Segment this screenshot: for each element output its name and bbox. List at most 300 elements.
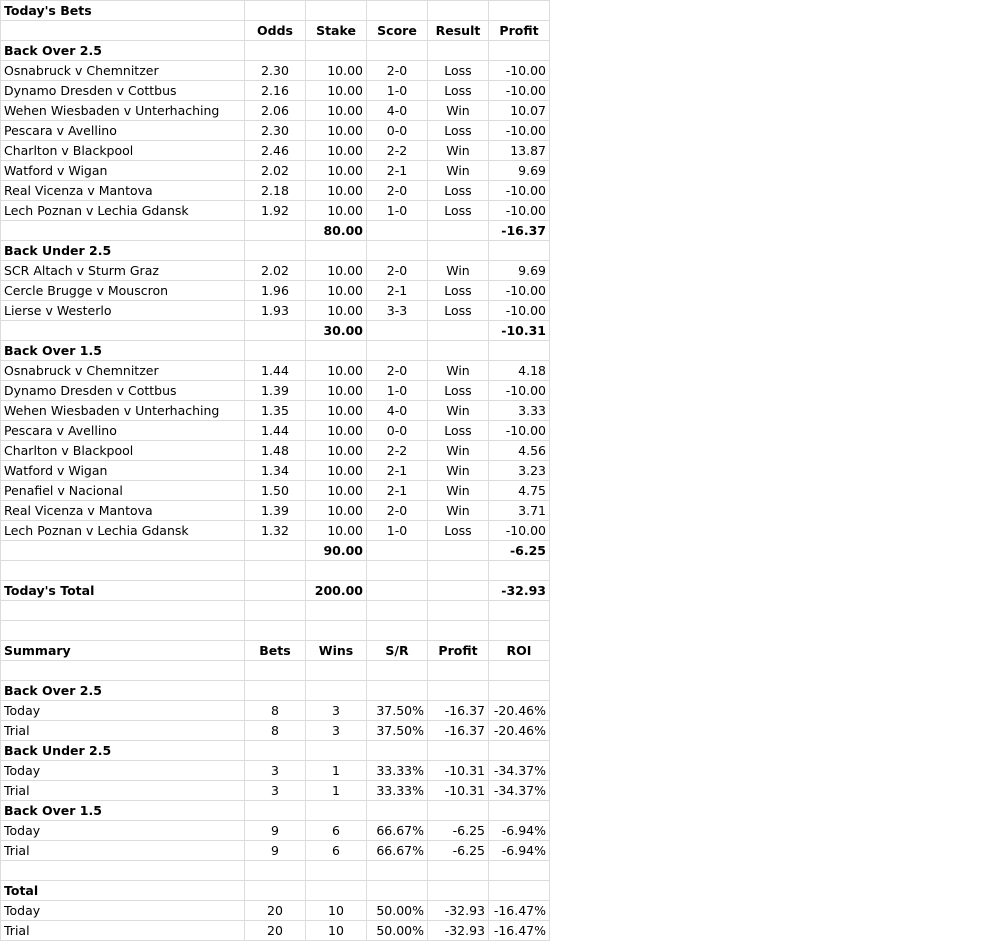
summary-group-name[interactable]: Back Over 2.5 <box>1 681 245 701</box>
match-name[interactable]: Dynamo Dresden v Cottbus <box>1 81 245 101</box>
bet-score[interactable]: 4-0 <box>367 101 428 121</box>
empty-cell[interactable] <box>367 681 428 701</box>
bet-profit[interactable]: 10.07 <box>489 101 550 121</box>
bet-score[interactable]: 4-0 <box>367 401 428 421</box>
summary-profit[interactable]: -6.25 <box>428 841 489 861</box>
summary-bets[interactable]: 20 <box>245 921 306 941</box>
summary-period[interactable]: Trial <box>1 921 245 941</box>
bet-odds[interactable]: 2.18 <box>245 181 306 201</box>
bet-odds[interactable]: 1.92 <box>245 201 306 221</box>
summary-period[interactable]: Today <box>1 761 245 781</box>
match-name[interactable]: Charlton v Blackpool <box>1 441 245 461</box>
bet-odds[interactable]: 2.30 <box>245 121 306 141</box>
bet-stake[interactable]: 10.00 <box>306 81 367 101</box>
match-name[interactable]: Wehen Wiesbaden v Unterhaching <box>1 401 245 421</box>
bet-odds[interactable]: 2.02 <box>245 161 306 181</box>
todays-total-stake[interactable]: 200.00 <box>306 581 367 601</box>
empty-cell[interactable] <box>367 561 428 581</box>
summary-profit[interactable]: -32.93 <box>428 901 489 921</box>
empty-cell[interactable] <box>367 621 428 641</box>
empty-cell[interactable] <box>428 341 489 361</box>
bet-odds[interactable]: 1.35 <box>245 401 306 421</box>
empty-cell[interactable] <box>306 1 367 21</box>
bet-odds[interactable]: 1.48 <box>245 441 306 461</box>
bet-result[interactable]: Loss <box>428 61 489 81</box>
empty-cell[interactable] <box>428 561 489 581</box>
bet-score[interactable]: 1-0 <box>367 81 428 101</box>
empty-cell[interactable] <box>489 621 550 641</box>
summary-group-name[interactable]: Total <box>1 881 245 901</box>
bet-score[interactable]: 1-0 <box>367 521 428 541</box>
empty-cell[interactable] <box>489 601 550 621</box>
empty-cell[interactable] <box>367 801 428 821</box>
section-total-profit[interactable]: -6.25 <box>489 541 550 561</box>
summary-roi[interactable]: -34.37% <box>489 761 550 781</box>
bet-score[interactable]: 0-0 <box>367 121 428 141</box>
summary-header[interactable]: Summary <box>1 641 245 661</box>
bet-odds[interactable]: 1.44 <box>245 421 306 441</box>
empty-cell[interactable] <box>489 561 550 581</box>
bet-stake[interactable]: 10.00 <box>306 501 367 521</box>
bet-score[interactable]: 2-1 <box>367 481 428 501</box>
summary-wins[interactable]: 3 <box>306 721 367 741</box>
empty-cell[interactable] <box>245 621 306 641</box>
empty-cell[interactable] <box>367 341 428 361</box>
summary-wins[interactable]: 6 <box>306 821 367 841</box>
section-total-stake[interactable]: 90.00 <box>306 541 367 561</box>
bet-stake[interactable]: 10.00 <box>306 421 367 441</box>
bet-score[interactable]: 0-0 <box>367 421 428 441</box>
empty-cell[interactable] <box>245 881 306 901</box>
empty-cell[interactable] <box>428 241 489 261</box>
empty-cell[interactable] <box>428 41 489 61</box>
summary-profit[interactable]: -16.37 <box>428 721 489 741</box>
empty-cell[interactable] <box>1 861 245 881</box>
empty-cell[interactable] <box>489 861 550 881</box>
bet-profit[interactable]: 4.56 <box>489 441 550 461</box>
bet-profit[interactable]: 9.69 <box>489 261 550 281</box>
summary-bets[interactable]: 3 <box>245 781 306 801</box>
bet-profit[interactable]: -10.00 <box>489 281 550 301</box>
section-name[interactable]: Back Over 2.5 <box>1 41 245 61</box>
header-profit[interactable]: Profit <box>489 21 550 41</box>
summary-sr[interactable]: 66.67% <box>367 821 428 841</box>
bet-stake[interactable]: 10.00 <box>306 161 367 181</box>
todays-total-profit[interactable]: -32.93 <box>489 581 550 601</box>
summary-roi[interactable]: -16.47% <box>489 921 550 941</box>
bet-profit[interactable]: -10.00 <box>489 61 550 81</box>
summary-wins[interactable]: 3 <box>306 701 367 721</box>
bet-odds[interactable]: 1.93 <box>245 301 306 321</box>
bet-row <box>1 461 550 481</box>
empty-cell[interactable] <box>245 661 306 681</box>
empty-cell[interactable] <box>1 601 245 621</box>
bet-result[interactable]: Loss <box>428 421 489 441</box>
bet-profit[interactable]: 4.18 <box>489 361 550 381</box>
match-name[interactable]: Pescara v Avellino <box>1 121 245 141</box>
summary-header[interactable]: Profit <box>428 641 489 661</box>
empty-cell[interactable] <box>367 1 428 21</box>
empty-cell[interactable] <box>306 561 367 581</box>
match-name[interactable]: Osnabruck v Chemnitzer <box>1 61 245 81</box>
bet-result[interactable]: Loss <box>428 201 489 221</box>
summary-row <box>1 921 550 941</box>
summary-profit[interactable]: -16.37 <box>428 701 489 721</box>
summary-bets[interactable]: 8 <box>245 721 306 741</box>
bet-odds[interactable]: 2.30 <box>245 61 306 81</box>
empty-cell[interactable] <box>306 881 367 901</box>
bet-result[interactable]: Loss <box>428 281 489 301</box>
bet-score[interactable]: 2-1 <box>367 161 428 181</box>
bet-stake[interactable]: 10.00 <box>306 201 367 221</box>
bet-score[interactable]: 1-0 <box>367 381 428 401</box>
bet-odds[interactable]: 1.32 <box>245 521 306 541</box>
empty-cell[interactable] <box>367 541 428 561</box>
summary-profit[interactable]: -10.31 <box>428 781 489 801</box>
match-name[interactable]: Cercle Brugge v Mouscron <box>1 281 245 301</box>
empty-cell[interactable] <box>489 661 550 681</box>
match-name[interactable]: Watford v Wigan <box>1 461 245 481</box>
summary-row <box>1 701 550 721</box>
empty-cell[interactable] <box>245 321 306 341</box>
match-name[interactable]: Osnabruck v Chemnitzer <box>1 361 245 381</box>
empty-cell[interactable] <box>306 341 367 361</box>
summary-roi[interactable]: -6.94% <box>489 821 550 841</box>
bet-result[interactable]: Loss <box>428 521 489 541</box>
match-name[interactable]: Charlton v Blackpool <box>1 141 245 161</box>
bet-score[interactable]: 2-2 <box>367 141 428 161</box>
empty-cell[interactable] <box>489 241 550 261</box>
empty-cell[interactable] <box>428 221 489 241</box>
bet-profit[interactable]: 3.71 <box>489 501 550 521</box>
sheet-title[interactable]: Today's Bets <box>1 1 245 21</box>
summary-header-row <box>1 641 550 661</box>
bet-score[interactable]: 2-0 <box>367 261 428 281</box>
bet-profit[interactable]: 4.75 <box>489 481 550 501</box>
bet-score[interactable]: 2-0 <box>367 361 428 381</box>
header-odds[interactable]: Odds <box>245 21 306 41</box>
empty-cell[interactable] <box>428 741 489 761</box>
match-name[interactable]: SCR Altach v Sturm Graz <box>1 261 245 281</box>
bet-profit[interactable]: 3.23 <box>489 461 550 481</box>
summary-header[interactable]: Bets <box>245 641 306 661</box>
empty-cell[interactable] <box>367 241 428 261</box>
bet-stake[interactable]: 10.00 <box>306 361 367 381</box>
bet-stake[interactable]: 10.00 <box>306 481 367 501</box>
empty-cell[interactable] <box>245 561 306 581</box>
header-score[interactable]: Score <box>367 21 428 41</box>
empty-cell[interactable] <box>245 741 306 761</box>
bet-stake[interactable]: 10.00 <box>306 61 367 81</box>
empty-cell[interactable] <box>245 41 306 61</box>
summary-period[interactable]: Today <box>1 701 245 721</box>
summary-roi[interactable]: -34.37% <box>489 781 550 801</box>
empty-cell[interactable] <box>489 341 550 361</box>
match-name[interactable]: Wehen Wiesbaden v Unterhaching <box>1 101 245 121</box>
empty-cell[interactable] <box>428 1 489 21</box>
section-total-profit[interactable]: -16.37 <box>489 221 550 241</box>
empty-cell[interactable] <box>1 541 245 561</box>
header-result[interactable]: Result <box>428 21 489 41</box>
bet-stake[interactable]: 10.00 <box>306 141 367 161</box>
summary-sr[interactable]: 50.00% <box>367 921 428 941</box>
summary-sr[interactable]: 50.00% <box>367 901 428 921</box>
bet-stake[interactable]: 10.00 <box>306 261 367 281</box>
empty-cell[interactable] <box>428 321 489 341</box>
bet-row <box>1 361 550 381</box>
summary-bets[interactable]: 3 <box>245 761 306 781</box>
bet-row <box>1 61 550 81</box>
bet-profit[interactable]: -10.00 <box>489 201 550 221</box>
bet-profit[interactable]: -10.00 <box>489 81 550 101</box>
summary-group-name[interactable]: Back Under 2.5 <box>1 741 245 761</box>
section-name[interactable]: Back Over 1.5 <box>1 341 245 361</box>
bet-profit[interactable]: 13.87 <box>489 141 550 161</box>
match-name[interactable]: Penafiel v Nacional <box>1 481 245 501</box>
empty-cell[interactable] <box>367 861 428 881</box>
empty-cell[interactable] <box>306 801 367 821</box>
bet-profit[interactable]: -10.00 <box>489 381 550 401</box>
summary-period[interactable]: Today <box>1 901 245 921</box>
bet-row <box>1 121 550 141</box>
bet-score[interactable]: 2-1 <box>367 281 428 301</box>
empty-cell[interactable] <box>245 221 306 241</box>
bet-result[interactable]: Win <box>428 441 489 461</box>
bet-score[interactable]: 2-1 <box>367 461 428 481</box>
bet-result[interactable]: Win <box>428 361 489 381</box>
bet-result[interactable]: Loss <box>428 81 489 101</box>
summary-group-name[interactable]: Back Over 1.5 <box>1 801 245 821</box>
bet-profit[interactable]: -10.00 <box>489 421 550 441</box>
empty-cell[interactable] <box>306 621 367 641</box>
empty-cell[interactable] <box>245 861 306 881</box>
empty-cell[interactable] <box>245 681 306 701</box>
bet-stake[interactable]: 10.00 <box>306 301 367 321</box>
empty-cell[interactable] <box>428 801 489 821</box>
empty-cell[interactable] <box>245 241 306 261</box>
summary-sr[interactable]: 37.50% <box>367 701 428 721</box>
bet-result[interactable]: Loss <box>428 381 489 401</box>
bet-result[interactable]: Win <box>428 481 489 501</box>
bet-result[interactable]: Win <box>428 261 489 281</box>
empty-cell[interactable] <box>306 861 367 881</box>
todays-total-label[interactable]: Today's Total <box>1 581 245 601</box>
empty-cell[interactable] <box>489 1 550 21</box>
bet-result[interactable]: Loss <box>428 301 489 321</box>
empty-cell[interactable] <box>306 741 367 761</box>
match-name[interactable]: Dynamo Dresden v Cottbus <box>1 381 245 401</box>
empty-cell[interactable] <box>428 881 489 901</box>
bet-stake[interactable]: 10.00 <box>306 121 367 141</box>
summary-wins[interactable]: 1 <box>306 761 367 781</box>
empty-cell[interactable] <box>428 681 489 701</box>
section-total-profit[interactable]: -10.31 <box>489 321 550 341</box>
bet-profit[interactable]: -10.00 <box>489 521 550 541</box>
empty-cell[interactable] <box>306 661 367 681</box>
bet-score[interactable]: 1-0 <box>367 201 428 221</box>
empty-cell[interactable] <box>367 661 428 681</box>
summary-profit[interactable]: -10.31 <box>428 761 489 781</box>
empty-cell[interactable] <box>245 341 306 361</box>
empty-cell[interactable] <box>1 321 245 341</box>
bet-profit[interactable]: -10.00 <box>489 121 550 141</box>
bet-header-row <box>1 21 550 41</box>
bet-stake[interactable]: 10.00 <box>306 441 367 461</box>
bet-row <box>1 201 550 221</box>
bet-score[interactable]: 2-0 <box>367 181 428 201</box>
summary-group-row <box>1 681 550 701</box>
empty-cell[interactable] <box>306 601 367 621</box>
summary-roi[interactable]: -20.46% <box>489 701 550 721</box>
match-name[interactable]: Real Vicenza v Mantova <box>1 181 245 201</box>
summary-wins[interactable]: 10 <box>306 901 367 921</box>
bet-score[interactable]: 2-0 <box>367 61 428 81</box>
bet-odds[interactable]: 2.16 <box>245 81 306 101</box>
empty-cell[interactable] <box>489 681 550 701</box>
empty-cell[interactable] <box>1 661 245 681</box>
summary-bets[interactable]: 8 <box>245 701 306 721</box>
empty-cell[interactable] <box>1 221 245 241</box>
empty-cell[interactable] <box>367 741 428 761</box>
empty-cell[interactable] <box>428 601 489 621</box>
bet-profit[interactable]: 9.69 <box>489 161 550 181</box>
summary-roi[interactable]: -16.47% <box>489 901 550 921</box>
bet-result[interactable]: Loss <box>428 181 489 201</box>
bet-stake[interactable]: 10.00 <box>306 461 367 481</box>
section-total-row <box>1 221 550 241</box>
match-name[interactable]: Real Vicenza v Mantova <box>1 501 245 521</box>
empty-cell[interactable] <box>489 881 550 901</box>
bet-score[interactable]: 3-3 <box>367 301 428 321</box>
empty-cell[interactable] <box>428 861 489 881</box>
summary-bets[interactable]: 9 <box>245 821 306 841</box>
empty-cell[interactable] <box>489 41 550 61</box>
bet-odds[interactable]: 1.34 <box>245 461 306 481</box>
summary-wins[interactable]: 1 <box>306 781 367 801</box>
bet-stake[interactable]: 10.00 <box>306 381 367 401</box>
empty-cell[interactable] <box>245 801 306 821</box>
bet-result[interactable]: Win <box>428 461 489 481</box>
bet-profit[interactable]: 3.33 <box>489 401 550 421</box>
bet-odds[interactable]: 1.39 <box>245 381 306 401</box>
empty-cell[interactable] <box>306 681 367 701</box>
bet-result[interactable]: Win <box>428 501 489 521</box>
summary-sr[interactable]: 66.67% <box>367 841 428 861</box>
empty-cell[interactable] <box>367 321 428 341</box>
match-name[interactable]: Lierse v Westerlo <box>1 301 245 321</box>
section-header-row <box>1 241 550 261</box>
bet-score[interactable]: 2-2 <box>367 441 428 461</box>
summary-bets[interactable]: 20 <box>245 901 306 921</box>
summary-row <box>1 761 550 781</box>
bet-odds[interactable]: 2.46 <box>245 141 306 161</box>
bet-result[interactable]: Win <box>428 401 489 421</box>
match-name[interactable]: Lech Poznan v Lechia Gdansk <box>1 521 245 541</box>
bet-odds[interactable]: 1.44 <box>245 361 306 381</box>
empty-cell[interactable] <box>428 541 489 561</box>
summary-wins[interactable]: 6 <box>306 841 367 861</box>
summary-header[interactable]: S/R <box>367 641 428 661</box>
bet-score[interactable]: 2-0 <box>367 501 428 521</box>
bet-odds[interactable]: 1.96 <box>245 281 306 301</box>
summary-sr[interactable]: 37.50% <box>367 721 428 741</box>
bet-stake[interactable]: 10.00 <box>306 101 367 121</box>
summary-wins[interactable]: 10 <box>306 921 367 941</box>
bet-row <box>1 441 550 461</box>
empty-cell[interactable] <box>428 621 489 641</box>
empty-cell[interactable] <box>367 601 428 621</box>
summary-profit[interactable]: -6.25 <box>428 821 489 841</box>
empty-cell[interactable] <box>245 1 306 21</box>
bet-result[interactable]: Loss <box>428 121 489 141</box>
bet-odds[interactable]: 2.02 <box>245 261 306 281</box>
empty-cell[interactable] <box>245 581 306 601</box>
bet-stake[interactable]: 10.00 <box>306 281 367 301</box>
summary-period[interactable]: Today <box>1 821 245 841</box>
bet-stake[interactable]: 10.00 <box>306 181 367 201</box>
bet-result[interactable]: Win <box>428 101 489 121</box>
summary-profit[interactable]: -32.93 <box>428 921 489 941</box>
empty-cell[interactable] <box>367 41 428 61</box>
summary-header[interactable]: Wins <box>306 641 367 661</box>
header-stake[interactable]: Stake <box>306 21 367 41</box>
empty-cell[interactable] <box>367 881 428 901</box>
summary-header[interactable]: ROI <box>489 641 550 661</box>
empty-cell[interactable] <box>245 601 306 621</box>
bet-result[interactable]: Win <box>428 141 489 161</box>
bet-result[interactable]: Win <box>428 161 489 181</box>
match-name[interactable]: Watford v Wigan <box>1 161 245 181</box>
bet-odds[interactable]: 1.50 <box>245 481 306 501</box>
summary-sr[interactable]: 33.33% <box>367 761 428 781</box>
summary-roi[interactable]: -20.46% <box>489 721 550 741</box>
empty-cell[interactable] <box>489 801 550 821</box>
empty-cell[interactable] <box>367 221 428 241</box>
match-name[interactable]: Pescara v Avellino <box>1 421 245 441</box>
bet-profit[interactable]: -10.00 <box>489 181 550 201</box>
empty-cell[interactable] <box>306 241 367 261</box>
empty-cell[interactable] <box>1 561 245 581</box>
empty-cell[interactable] <box>428 661 489 681</box>
summary-period[interactable]: Trial <box>1 841 245 861</box>
match-name[interactable]: Lech Poznan v Lechia Gdansk <box>1 201 245 221</box>
summary-period[interactable]: Trial <box>1 781 245 801</box>
empty-cell[interactable] <box>367 581 428 601</box>
bet-profit[interactable]: -10.00 <box>489 301 550 321</box>
empty-cell[interactable] <box>306 41 367 61</box>
summary-period[interactable]: Trial <box>1 721 245 741</box>
bet-odds[interactable]: 2.06 <box>245 101 306 121</box>
empty-cell[interactable] <box>428 581 489 601</box>
bet-stake[interactable]: 10.00 <box>306 521 367 541</box>
summary-bets[interactable]: 9 <box>245 841 306 861</box>
empty-cell[interactable] <box>489 741 550 761</box>
empty-cell[interactable] <box>1 21 245 41</box>
summary-roi[interactable]: -6.94% <box>489 841 550 861</box>
empty-cell[interactable] <box>245 541 306 561</box>
bet-stake[interactable]: 10.00 <box>306 401 367 421</box>
empty-cell[interactable] <box>1 621 245 641</box>
section-total-stake[interactable]: 80.00 <box>306 221 367 241</box>
summary-row <box>1 721 550 741</box>
bet-odds[interactable]: 1.39 <box>245 501 306 521</box>
bet-row <box>1 161 550 181</box>
summary-sr[interactable]: 33.33% <box>367 781 428 801</box>
section-total-stake[interactable]: 30.00 <box>306 321 367 341</box>
summary-row <box>1 821 550 841</box>
section-name[interactable]: Back Under 2.5 <box>1 241 245 261</box>
summary-group-row <box>1 801 550 821</box>
